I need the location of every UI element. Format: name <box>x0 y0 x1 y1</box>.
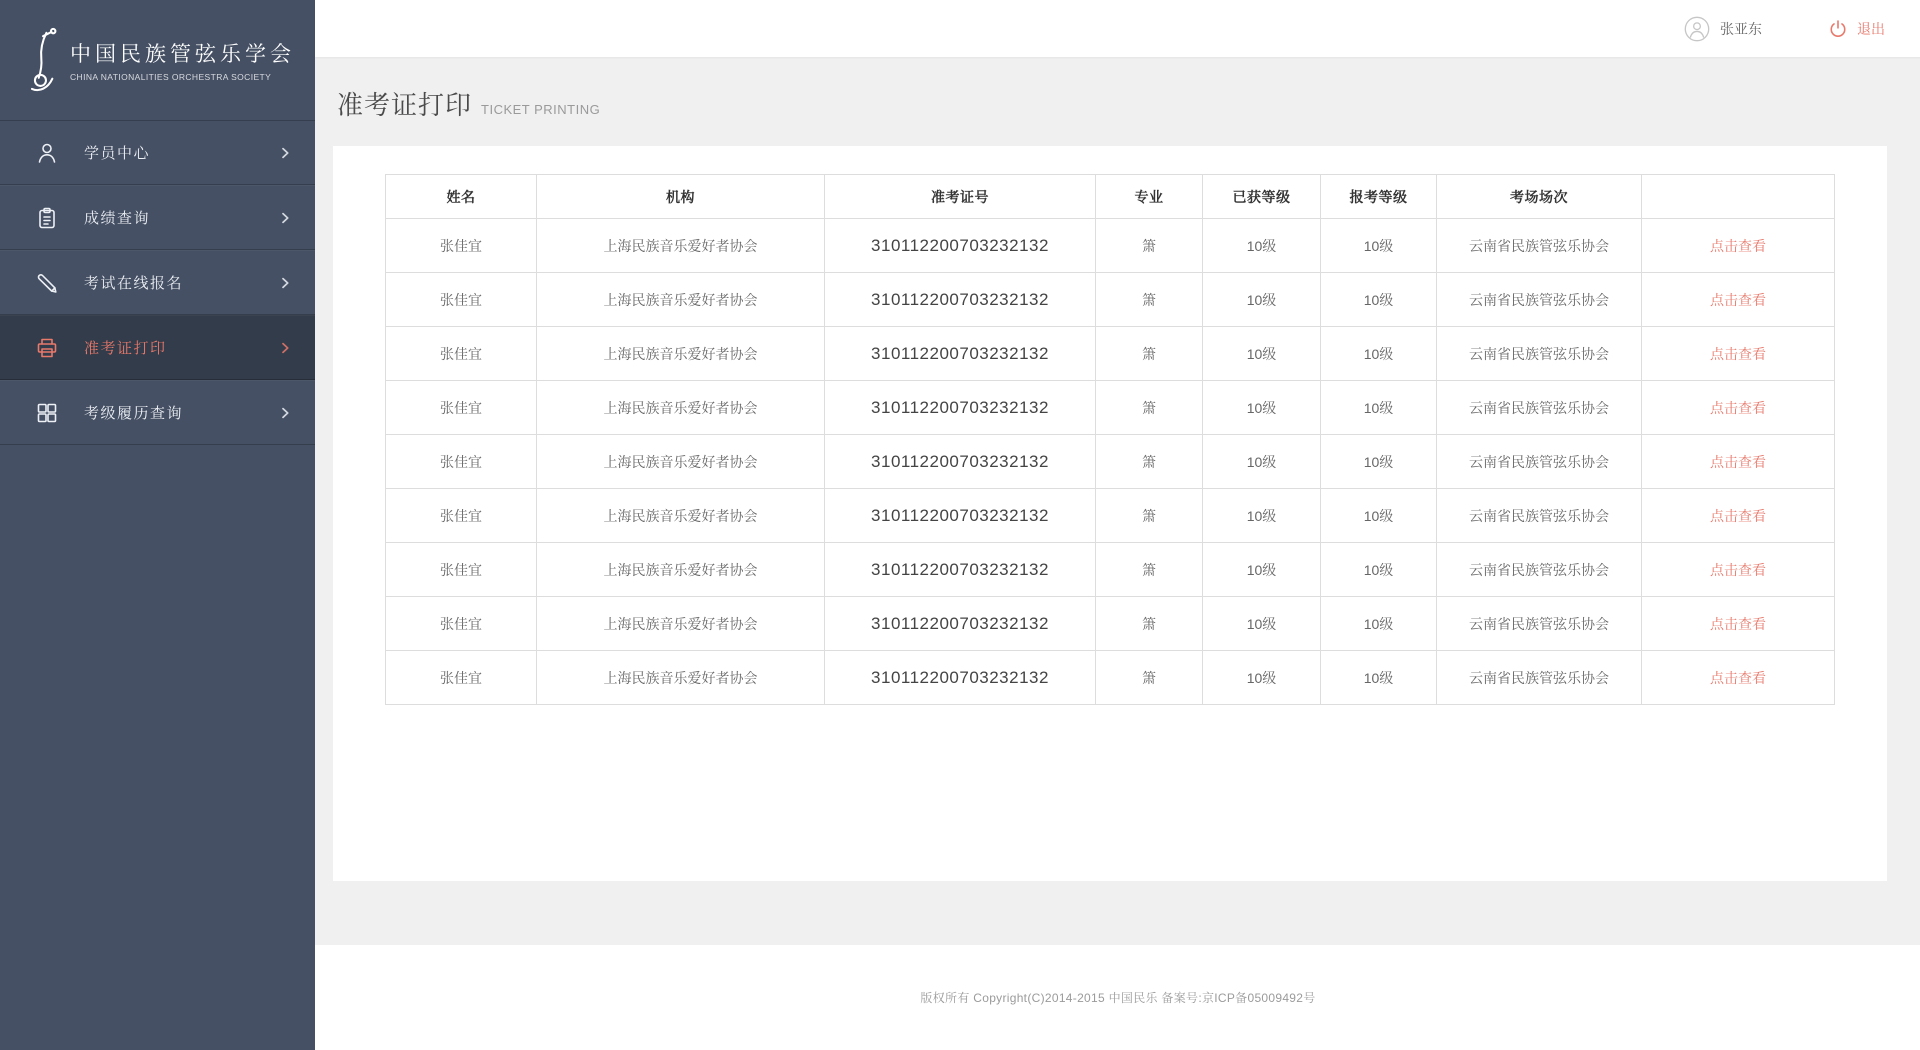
cell-applied_level: 10级 <box>1321 219 1437 273</box>
column-header: 姓名 <box>386 175 537 219</box>
cell-action <box>1642 489 1835 543</box>
cell-obtained_level: 10级 <box>1203 381 1321 435</box>
cell-obtained_level: 10级 <box>1203 327 1321 381</box>
view-link[interactable]: 点击查看 <box>1710 561 1766 578</box>
sidebar-item-label: 成绩查询 <box>84 210 151 227</box>
cell-ticket_no: 310112200703232132 <box>825 543 1096 597</box>
table-row <box>386 435 1835 489</box>
cell-name: 张佳宜 <box>386 273 537 327</box>
sidebar-item-online-registration[interactable] <box>0 250 315 315</box>
cell-name: 张佳宜 <box>386 327 537 381</box>
cell-action <box>1642 381 1835 435</box>
cell-applied_level: 10级 <box>1321 381 1437 435</box>
logo-subtitle: CHINA NATIONALITIES ORCHESTRA SOCIETY <box>70 72 272 82</box>
cell-major: 箫 <box>1096 489 1203 543</box>
main-column <box>315 0 1920 1050</box>
view-link[interactable]: 点击查看 <box>1710 615 1766 632</box>
sidebar-item-ticket-printing[interactable] <box>0 315 315 380</box>
cell-org: 上海民族音乐爱好者协会 <box>537 435 825 489</box>
cell-venue: 云南省民族管弦乐协会 <box>1437 651 1642 705</box>
cell-obtained_level: 10级 <box>1203 651 1321 705</box>
cell-action <box>1642 543 1835 597</box>
cell-name: 张佳宜 <box>386 435 537 489</box>
cell-ticket_no: 310112200703232132 <box>825 273 1096 327</box>
clipboard-icon <box>34 205 60 231</box>
table-row <box>386 597 1835 651</box>
content-area <box>315 57 1920 945</box>
cell-ticket_no: 310112200703232132 <box>825 219 1096 273</box>
chevron-right-icon <box>277 145 293 161</box>
printer-icon <box>34 335 60 361</box>
pencil-icon <box>34 270 60 296</box>
cell-applied_level: 10级 <box>1321 273 1437 327</box>
cell-ticket_no: 310112200703232132 <box>825 597 1096 651</box>
cell-action <box>1642 435 1835 489</box>
chevron-right-icon <box>277 210 293 226</box>
cell-org: 上海民族音乐爱好者协会 <box>537 327 825 381</box>
table-row <box>386 327 1835 381</box>
table-header-row <box>386 175 1835 219</box>
sidebar <box>0 0 315 1050</box>
cell-org: 上海民族音乐爱好者协会 <box>537 273 825 327</box>
column-header <box>1642 175 1835 219</box>
cell-applied_level: 10级 <box>1321 597 1437 651</box>
logout-button[interactable] <box>1828 19 1885 39</box>
cell-obtained_level: 10级 <box>1203 273 1321 327</box>
cell-venue: 云南省民族管弦乐协会 <box>1437 219 1642 273</box>
cell-ticket_no: 310112200703232132 <box>825 381 1096 435</box>
ticket-table-card <box>333 146 1887 881</box>
cell-venue: 云南省民族管弦乐协会 <box>1437 381 1642 435</box>
column-header: 准考证号 <box>825 175 1096 219</box>
cell-name: 张佳宜 <box>386 651 537 705</box>
table-row <box>386 489 1835 543</box>
table-row <box>386 381 1835 435</box>
cell-ticket_no: 310112200703232132 <box>825 489 1096 543</box>
cell-applied_level: 10级 <box>1321 435 1437 489</box>
cell-org: 上海民族音乐爱好者协会 <box>537 381 825 435</box>
cell-venue: 云南省民族管弦乐协会 <box>1437 489 1642 543</box>
cell-ticket_no: 310112200703232132 <box>825 327 1096 381</box>
sidebar-item-score-query[interactable] <box>0 185 315 250</box>
cell-applied_level: 10级 <box>1321 543 1437 597</box>
column-header: 机构 <box>537 175 825 219</box>
cell-applied_level: 10级 <box>1321 327 1437 381</box>
view-link[interactable]: 点击查看 <box>1710 507 1766 524</box>
sidebar-menu <box>0 120 315 445</box>
cell-org: 上海民族音乐爱好者协会 <box>537 597 825 651</box>
ticket-table <box>385 174 1835 705</box>
table-row <box>386 651 1835 705</box>
user-icon <box>34 140 60 166</box>
cell-org: 上海民族音乐爱好者协会 <box>537 219 825 273</box>
topbar <box>315 0 1920 57</box>
cell-ticket_no: 310112200703232132 <box>825 651 1096 705</box>
view-link[interactable]: 点击查看 <box>1710 399 1766 416</box>
cell-action <box>1642 327 1835 381</box>
cell-org: 上海民族音乐爱好者协会 <box>537 651 825 705</box>
cell-name: 张佳宜 <box>386 219 537 273</box>
cell-venue: 云南省民族管弦乐协会 <box>1437 435 1642 489</box>
cell-obtained_level: 10级 <box>1203 219 1321 273</box>
cell-major: 箫 <box>1096 435 1203 489</box>
table-body <box>386 219 1835 705</box>
column-header: 已获等级 <box>1203 175 1321 219</box>
sidebar-item-label: 学员中心 <box>84 145 151 162</box>
cell-major: 箫 <box>1096 381 1203 435</box>
chevron-right-icon <box>277 405 293 421</box>
cell-action <box>1642 219 1835 273</box>
cell-applied_level: 10级 <box>1321 651 1437 705</box>
chevron-right-icon <box>277 340 293 356</box>
cell-org: 上海民族音乐爱好者协会 <box>537 489 825 543</box>
view-link[interactable]: 点击查看 <box>1710 669 1766 686</box>
cell-venue: 云南省民族管弦乐协会 <box>1437 327 1642 381</box>
cell-action <box>1642 273 1835 327</box>
page-subtitle: TICKET PRINTING <box>481 102 601 117</box>
cell-major: 箫 <box>1096 597 1203 651</box>
copyright-text: 版权所有 Copyright(C)2014-2015 中国民乐 备案号:京ICP备05009492号 <box>920 991 1316 1005</box>
cell-major: 箫 <box>1096 219 1203 273</box>
table-row <box>386 219 1835 273</box>
view-link[interactable]: 点击查看 <box>1710 291 1766 308</box>
footer <box>315 945 1920 1050</box>
username: 张亚东 <box>1720 20 1762 37</box>
table-row <box>386 543 1835 597</box>
cell-venue: 云南省民族管弦乐协会 <box>1437 543 1642 597</box>
sidebar-item-label: 考试在线报名 <box>84 275 184 292</box>
chevron-right-icon <box>277 275 293 291</box>
cell-major: 箫 <box>1096 327 1203 381</box>
column-header: 报考等级 <box>1321 175 1437 219</box>
column-header: 专业 <box>1096 175 1203 219</box>
cell-ticket_no: 310112200703232132 <box>825 435 1096 489</box>
column-header: 考场场次 <box>1437 175 1642 219</box>
cell-obtained_level: 10级 <box>1203 435 1321 489</box>
view-link[interactable]: 点击查看 <box>1710 345 1766 362</box>
page-title: 准考证打印 <box>337 90 473 120</box>
sidebar-item-label: 考级履历查询 <box>84 405 184 422</box>
logout-label: 退出 <box>1857 20 1885 37</box>
cell-venue: 云南省民族管弦乐协会 <box>1437 273 1642 327</box>
cell-obtained_level: 10级 <box>1203 597 1321 651</box>
sidebar-item-student-center[interactable] <box>0 120 315 185</box>
cell-name: 张佳宜 <box>386 381 537 435</box>
logo <box>0 0 315 120</box>
cell-obtained_level: 10级 <box>1203 543 1321 597</box>
cell-name: 张佳宜 <box>386 597 537 651</box>
cell-major: 箫 <box>1096 651 1203 705</box>
view-link[interactable]: 点击查看 <box>1710 237 1766 254</box>
cell-action <box>1642 651 1835 705</box>
logo-title: 中国民族管弦乐学会 <box>70 43 295 66</box>
user-chip[interactable] <box>1684 16 1762 42</box>
logo-text <box>70 38 295 82</box>
sidebar-item-grade-history[interactable] <box>0 380 315 445</box>
table-row <box>386 273 1835 327</box>
cell-applied_level: 10级 <box>1321 489 1437 543</box>
sidebar-item-label: 准考证打印 <box>84 340 167 357</box>
cell-name: 张佳宜 <box>386 489 537 543</box>
view-link[interactable]: 点击查看 <box>1710 453 1766 470</box>
logo-icon <box>26 24 60 96</box>
cell-action <box>1642 597 1835 651</box>
cell-org: 上海民族音乐爱好者协会 <box>537 543 825 597</box>
cell-name: 张佳宜 <box>386 543 537 597</box>
power-icon <box>1828 19 1848 39</box>
page-heading <box>337 85 1920 122</box>
grid-icon <box>34 400 60 426</box>
cell-major: 箫 <box>1096 273 1203 327</box>
cell-venue: 云南省民族管弦乐协会 <box>1437 597 1642 651</box>
avatar-icon <box>1684 16 1710 42</box>
cell-major: 箫 <box>1096 543 1203 597</box>
cell-obtained_level: 10级 <box>1203 489 1321 543</box>
